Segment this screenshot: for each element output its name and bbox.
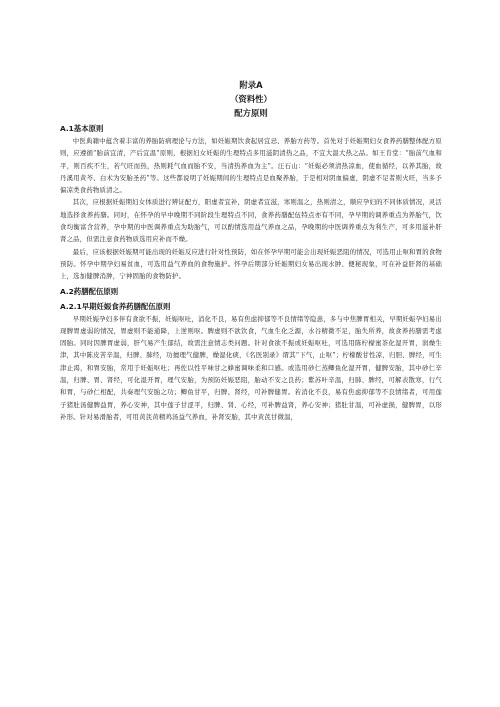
paragraph: 其次，应根据妊娠期妇女体质进行辨证配方，阳虚者宜补，阴虚者宜滋，寒则温之，热则清之，顺应孕妇的不同体质情况，灵活地选择食养药膳。同时，在怀孕的早中晚期不同阶段生理特点不同，食养药膳配伍特点亦有不同，孕早期的调养重点为养胎气，饮食均衡富含营养，孕中期的中医调养重点为助胎气，可以酌情选用益气养血之品，孕晚期的中医调养重点为利生产，可多用滋补肝肾之品，但需注意食药物质选用应补而不燥。 — [60, 198, 442, 244]
appendix-title: 附录A — [239, 80, 263, 90]
section-heading: A.2药膳配伍原则 — [60, 286, 119, 296]
appendix-name: 配方原则 — [234, 108, 268, 118]
paragraph: 早期妊娠孕妇多伴有食欲不振，妊娠呕吐，消化不良，易有焦虑抑郁等不良情绪等隐患，多与中焦脾胃相关，早期妊娠孕妇易出现脾胃虚弱的情况，胃虚则不能通降，上逆则呕。脾虚则不欲饮食，气血生化乏源，水谷精微不足，胎失所养，故食养药膳需考虑固胎。同时因脾胃虚弱，肝气易产生郁结，故需注意情志类问题。针对食欲不振或妊娠呕吐，可选用陈柠檬蜜茶化湿开胃，润燥生津，其中陈皮苦辛温，归脾、肺经，功擅理气健脾，燥湿化痰，《名医别录》谓其“下气，止呕”；柠檬酸甘性凉，归胆、脾经，可生津止渴，和胃安胎，常用于妊娠呕吐；再佐以性平味甘之蜂蜜调味柔和口感。或选用砂仁蒸鲫鱼化湿开胃，健脾安胎，其中砂仁辛温，归脾、胃、肾经，可化湿开胃，理气安胎，为预防妊娠恶阻，胎动不安之良药；紫苏叶辛温，归肺、脾经，可解表散寒，行气和胃，与砂仁相配，共奏理气安胎之功；鲫鱼甘平，归脾、肾经，可补脾健胃。若消化不良，易有焦虑抑郁等不良情绪者，可用莲子猪肚汤健脾益胃，养心安神，其中莲子甘涩平，归脾、肾、心经，可补脾益肾，养心安神；猪肚甘温，可补虚损，健脾胃，以形补形。针对易滑胎者，可用黄芪黄精鸡汤益气养血，补肾安胎，其中黄芪甘微温， — [60, 314, 442, 421]
subsection-heading: A.2.1早期妊娠食养药膳配伍原则 — [60, 301, 171, 311]
document-body — [60, 78, 442, 423]
section-heading: A.1基本原则 — [60, 124, 104, 133]
paragraph: 中医典籍中蕴含着丰富的养胎防病理论与方法，如妊娠期饮食起居宜忌、养胎方药等。首先对于妊娠期妇女食养药膳整体配方原则，应遵循“胎前宜清，产后宜温”原则，根据妇女妊娠的生理特点多用滋阴清热之品，不宜大温大热之品。如王肯堂：“胎前气血和平，则百疾不生，若气旺而热，热则耗气血而胎不安，当清热养血为主”。汪石山：“妊娠必须清热凉血，使血循经，以养其胎，故丹溪用黄芩、白术为安胎圣药”等。这些都说明了妊娠期间的生理特点是血聚养胎，于是相对阴血偏虚，阴虚不足者则火旺，当多予偏凉类食药物质清之。 — [60, 137, 442, 195]
paragraph: 最后，应该根据妊娠期可能出现的妊娠反应进行针对性预防，如在怀孕早期可能会出现妊娠恶阻的情况，可选用止呕和胃的食物预防。怀孕中期孕妇易贫血，可选用益气养血的食物施护。怀孕后期部分妊娠期妇女易出现水肿、便秘现象，可在补益肝肾的基础上，选加健脾消肿，宁神固胎的食物防护。 — [60, 247, 442, 281]
appendix-subtitle: （资料性） — [230, 94, 272, 104]
